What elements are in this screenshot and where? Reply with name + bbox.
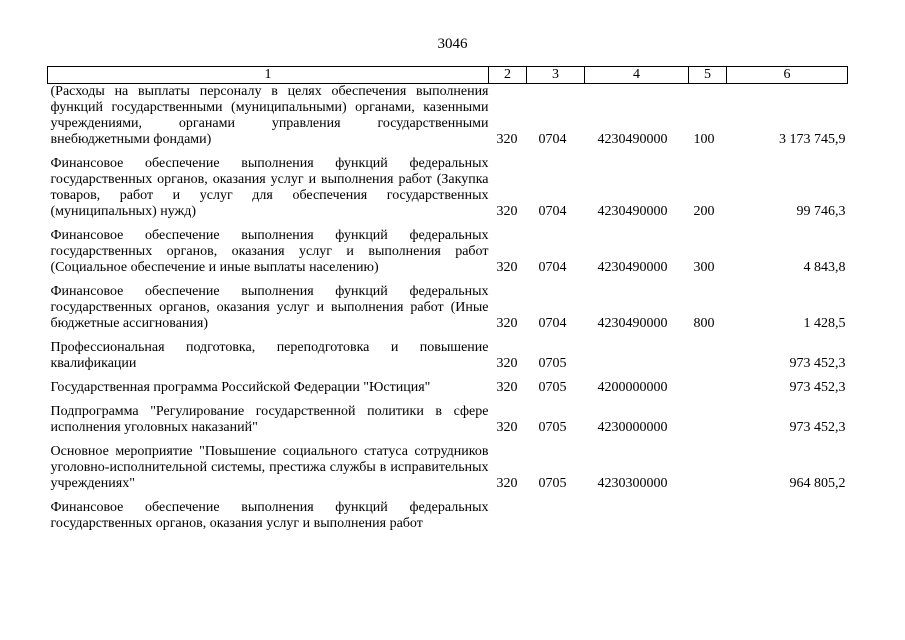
row-ministry-code: 320 [496,316,518,331]
row-description: Подпрограмма "Регулирование государственной политики в сфере исполнения уголовных наказаний" [50,404,489,435]
row-section-code [527,492,585,532]
row-section-code: 0704 [538,204,567,219]
column-header-6: 6 [727,67,848,84]
row-amount: 964 805,2 [789,476,846,491]
table-row [48,276,848,332]
row-section-code: 0705 [538,476,567,491]
table-row [48,396,848,436]
row-section-code: 0704 [538,316,567,331]
row-target-article: 4230490000 [597,204,668,219]
column-header-1: 1 [48,67,489,84]
column-header-2: 2 [489,67,527,84]
row-ministry-code: 320 [496,380,518,395]
row-amount [727,492,848,532]
table-row [48,492,848,532]
row-ministry-code: 320 [496,260,518,275]
row-amount: 1 428,5 [803,316,846,331]
row-description: Финансовое обеспечение выполнения функций федеральных государственных органов, оказания услуг и выполнения работ (Иные бюджетные ассигнования) [50,284,489,331]
page-number: 3046 [437,36,468,52]
row-description: Профессиональная подготовка, переподготовка и повышение квалификации [50,340,489,371]
row-amount: 973 452,3 [789,420,846,435]
row-expense-type [689,332,727,372]
row-target-article: 4230490000 [597,316,668,331]
row-expense-type [689,492,727,532]
row-expense-type: 100 [693,132,715,147]
row-target-article [585,332,689,372]
row-ministry-code: 320 [496,204,518,219]
column-header-3: 3 [527,67,585,84]
row-ministry-code [489,492,527,532]
row-description: Финансовое обеспечение выполнения функций федеральных государственных органов, оказания услуг и выполнения работ [50,500,489,531]
row-ministry-code: 320 [496,420,518,435]
row-expense-type: 800 [693,316,715,331]
row-target-article: 4230000000 [597,420,668,435]
row-amount: 99 746,3 [796,204,846,219]
row-expense-type [689,436,727,492]
row-expense-type [689,396,727,436]
row-section-code: 0704 [538,132,567,147]
row-section-code: 0705 [538,380,567,395]
row-expense-type [689,372,727,396]
row-description: Финансовое обеспечение выполнения функций федеральных государственных органов, оказания услуг и выполнения работ (Закупка товаров, работ и услуг для обеспечения государственных (муниципальных) нужд) [50,156,489,219]
column-header-4: 4 [585,67,689,84]
column-header-5: 5 [689,67,727,84]
row-ministry-code: 320 [496,476,518,491]
row-amount: 973 452,3 [789,380,846,395]
budget-table [47,66,848,532]
row-amount: 973 452,3 [789,356,846,371]
row-target-article: 4200000000 [597,380,668,395]
row-amount: 3 173 745,9 [779,132,846,147]
table-row [48,220,848,276]
header-row [48,67,848,84]
table-row [48,436,848,492]
row-target-article: 4230490000 [597,260,668,275]
row-section-code: 0705 [538,356,567,371]
row-ministry-code: 320 [496,132,518,147]
row-section-code: 0704 [538,260,567,275]
row-description: Основное мероприятие "Повышение социального статуса сотрудников уголовно-исполнительной системы, престижа службы в исправительных учреждениях" [50,444,489,491]
row-expense-type: 300 [693,260,715,275]
row-ministry-code: 320 [496,356,518,371]
row-target-article: 4230300000 [597,476,668,491]
row-expense-type: 200 [693,204,715,219]
row-target-article: 4230490000 [597,132,668,147]
table-header [48,67,848,84]
table-body [48,84,848,533]
row-section-code: 0705 [538,420,567,435]
row-description: Государственная программа Российской Федерации "Юстиция" [50,380,431,395]
row-description: Финансовое обеспечение выполнения функций федеральных государственных органов, оказания услуг и выполнения работ (Социальное обеспечение и иные выплаты населению) [50,228,489,275]
table-row [48,148,848,220]
row-description: (Расходы на выплаты персоналу в целях обеспечения выполнения функций государственными (муниципальными) органами, казенными учреждениями, органами управления государственными внебюджетными фондами) [50,84,489,147]
table-row [48,84,848,149]
table-row [48,332,848,372]
row-target-article [585,492,689,532]
table-row [48,372,848,396]
row-amount: 4 843,8 [803,260,846,275]
